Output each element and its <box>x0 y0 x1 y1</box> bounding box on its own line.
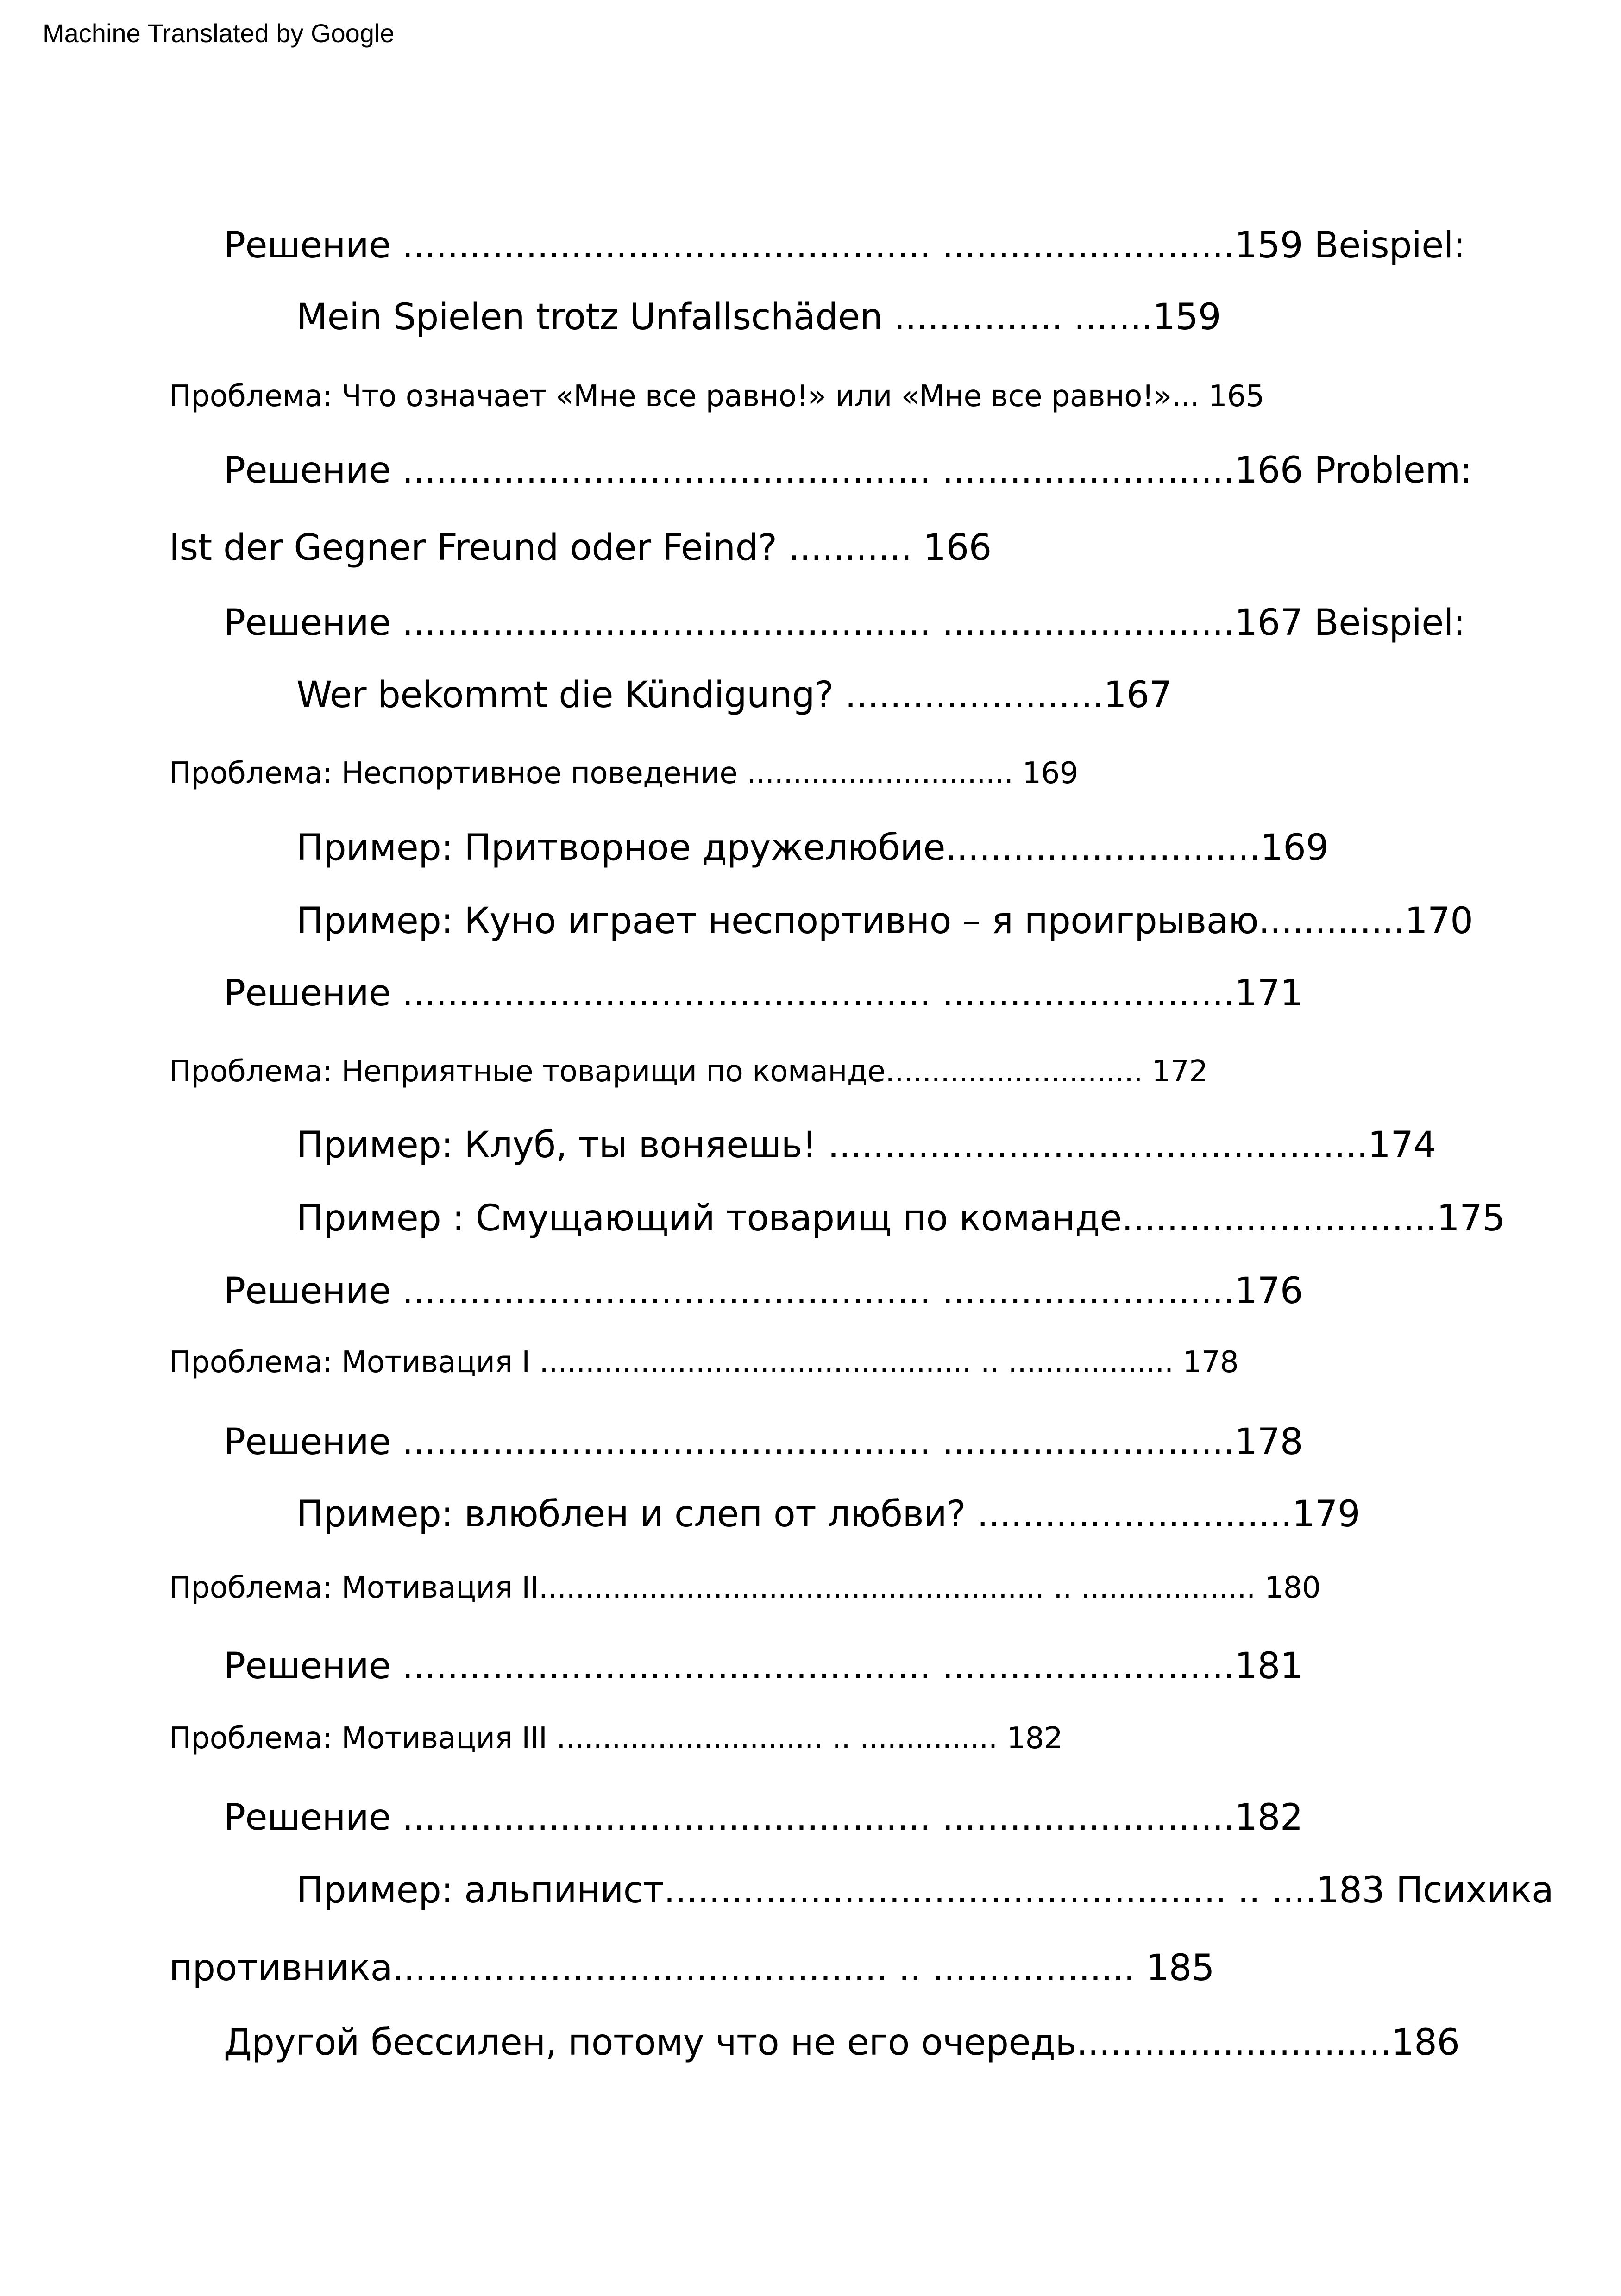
toc-line-example-170: Пример: Куно играет неспортивно – я проигрываю.............170 <box>296 900 1473 942</box>
toc-line-example-unfallschaeden: Mein Spielen trotz Unfallschäden ............... .......159 <box>296 296 1221 338</box>
toc-line-problem-172: Проблема: Неприятные товарищи по команде............................ 172 <box>169 1054 1208 1089</box>
toc-line-solution-182: Решение ............................................... ..........................182 <box>224 1797 1303 1838</box>
watermark: Machine Translated by Google <box>43 19 395 48</box>
toc-line-problem-165: Проблема: Что означает «Мне все равно!» или «Мне все равно!»... 165 <box>169 379 1264 414</box>
toc-line-solution-166: Решение ............................................... ..........................166 Problem: <box>224 450 1472 491</box>
toc-line-solution-171: Решение ............................................... ..........................171 <box>224 972 1303 1014</box>
toc-line-problem-182: Проблема: Мотивация III ............................. .. ............... 182 <box>169 1721 1063 1756</box>
toc-line-example-kuendigung: Wer bekommt die Kündigung? .......................167 <box>296 674 1172 716</box>
toc-line-example-175: Пример : Смущающий товарищ по команде............................175 <box>296 1198 1505 1239</box>
toc-line-example-183: Пример: альпинист.................................................. .. ....183 Психика <box>296 1869 1554 1911</box>
toc-line-solution-181: Решение ............................................... ..........................181 <box>224 1645 1303 1687</box>
toc-line-186: Другой бессилен, потому что не его очередь............................186 <box>224 2022 1460 2064</box>
toc-line-problem-169: Проблема: Неспортивное поведение ............................. 169 <box>169 756 1079 790</box>
toc-line-problem-178: Проблема: Мотивация I ............................................... .. .................. 178 <box>169 1345 1239 1380</box>
toc-line-problem-gegner: Ist der Gegner Freund oder Feind? ........... 166 <box>169 527 992 569</box>
toc-line-solution-176: Решение ............................................... ..........................176 <box>224 1270 1303 1312</box>
toc-line-psyche-185: противника............................................ .. .................. 185 <box>169 1947 1215 1989</box>
toc-line-example-179: Пример: влюблен и слеп от любви? ............................179 <box>296 1493 1361 1535</box>
toc-line-example-174: Пример: Клуб, ты воняешь! ................................................174 <box>296 1124 1436 1166</box>
toc-line-solution-159: Решение ............................................... ..........................159 Beispiel: <box>224 225 1465 266</box>
toc-line-problem-180: Проблема: Мотивация II....................................................... .. ................... 180 <box>169 1571 1321 1605</box>
toc-line-example-169: Пример: Притворное дружелюбие............................169 <box>296 827 1329 869</box>
toc-line-solution-178: Решение ............................................... ..........................178 <box>224 1421 1303 1463</box>
toc-line-solution-167: Решение ............................................... ..........................167 Beispiel: <box>224 602 1465 644</box>
